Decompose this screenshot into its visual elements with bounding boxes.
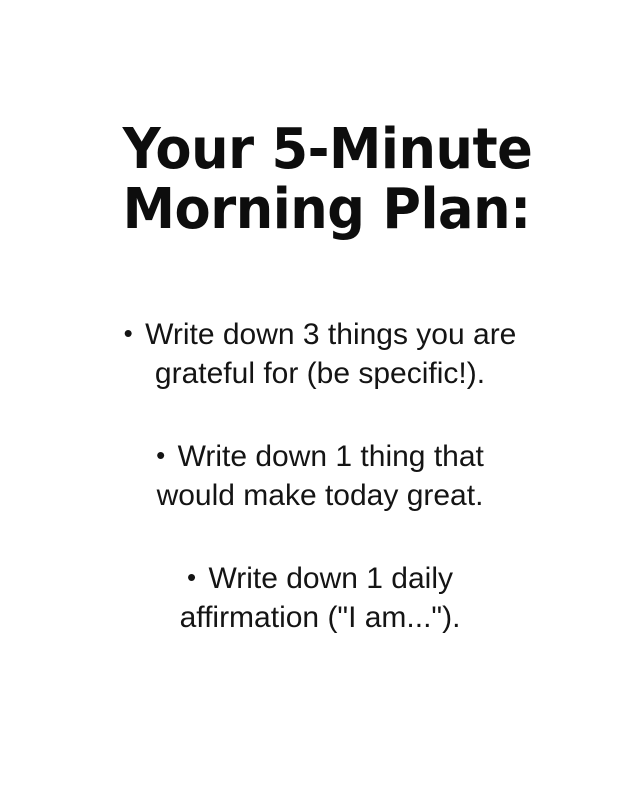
page-title [122,117,533,243]
list-item-line-2: affirmation ("I am..."). [179,600,461,634]
list-item-line-1: Write down 3 things you are [145,317,517,351]
list-item-line-1: Write down 1 thing that [177,439,484,473]
bullet-point-icon: • [156,439,166,470]
bullet-list [56,315,584,637]
list-item [105,437,535,515]
list-item [70,315,570,393]
bullet-point-icon: • [123,317,133,348]
list-item [120,559,520,637]
title-line-2: Morning Plan: [122,177,531,243]
list-item-line-2: would make today great. [156,478,484,512]
list-item-line-1: Write down 1 daily [208,561,453,595]
bullet-point-icon: • [186,561,197,592]
list-item-line-2: grateful for (be specific!). [154,356,486,390]
title-line-1: Your 5-Minute [122,117,533,182]
